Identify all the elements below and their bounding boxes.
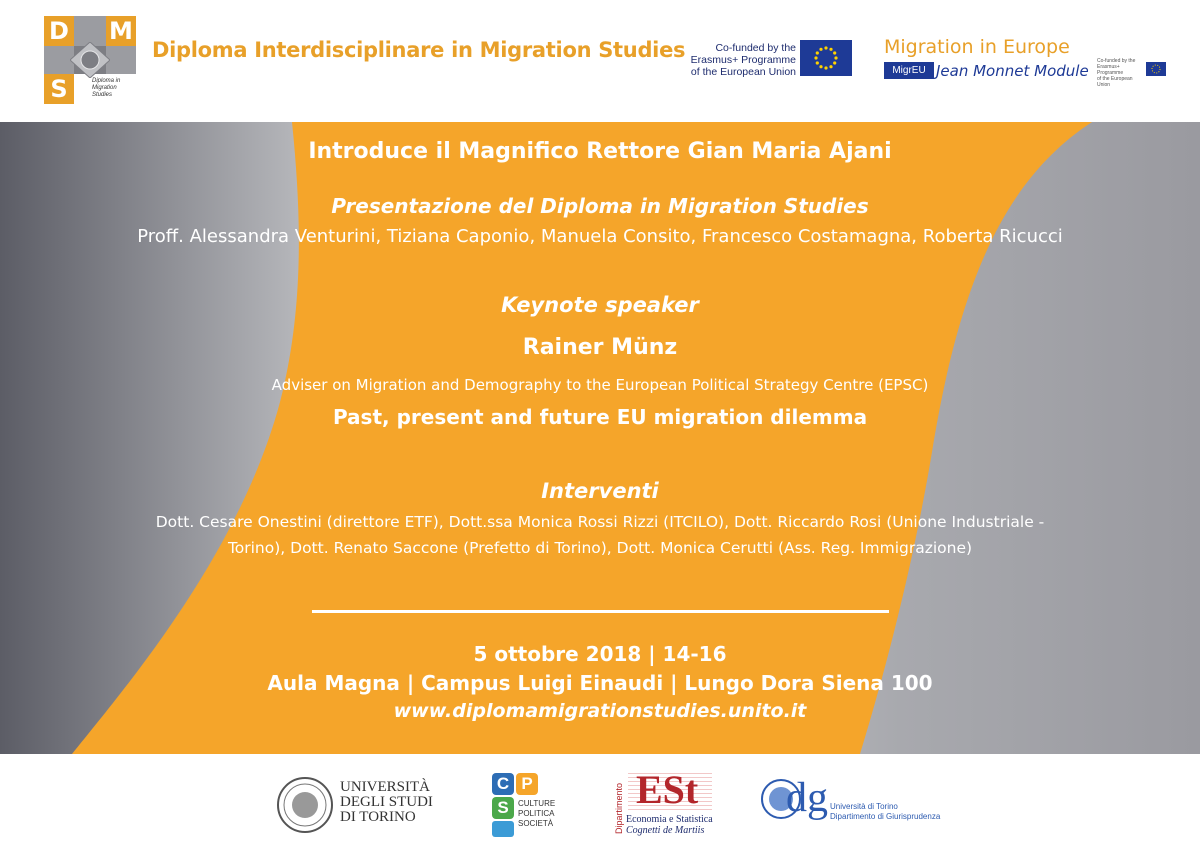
jean-monnet-module: Jean Monnet Module	[936, 62, 1089, 80]
dg-caption: Università di Torino Dipartimento di Giurisprudenza	[830, 802, 941, 821]
interventi-line-1: Dott. Cesare Onestini (direttore ETF), Dott.ssa Monica Rossi Rizzi (ITCILO), Dott. Riccardo Rosi (Unione Industriale -	[155, 513, 1045, 531]
est-caption: Economia e Statistica Cognetti de Martiis	[626, 814, 713, 836]
header-bar	[0, 0, 1200, 120]
erasmus-cofund-text: Co-funded by the Erasmus+ Programme of the European Union	[690, 42, 796, 78]
seal-icon	[70, 42, 110, 78]
keynote-label: Keynote speaker	[501, 293, 699, 317]
dg-letters: dg	[786, 775, 828, 821]
divider-line	[312, 610, 889, 613]
presentation-speakers: Proff. Alessandra Venturini, Tiziana Caponio, Manuela Consito, Francesco Costamagna, Roberta Ricucci	[137, 226, 1063, 247]
est-logo	[614, 768, 724, 840]
migration-in-europe-title: Migration in Europe	[884, 36, 1070, 58]
keynote-name: Rainer Münz	[522, 335, 678, 360]
logo-caption: Diploma in Migration Studies	[92, 78, 121, 98]
cps-logo: C P S CULTURE POLITICA SOCIETÀ	[492, 773, 562, 837]
event-website-link[interactable]: www.diplomamigrationstudies.unito.it	[393, 700, 807, 722]
migreu-badge: MigrEU	[884, 62, 934, 79]
eu-flag-small-icon	[1146, 62, 1166, 76]
cps-caption: CULTURE POLITICA SOCIETÀ	[518, 799, 556, 828]
interventi-label: Interventi	[541, 479, 659, 503]
footer-logos	[0, 754, 1200, 849]
event-venue: Aula Magna | Campus Luigi Einaudi | Lungo Dora Siena 100	[267, 671, 933, 695]
est-letters: ESt	[636, 767, 699, 812]
logo-letter-s: S	[44, 74, 74, 104]
erasmus-small-text: Co-funded by the Erasmus+ Programme of the European Union	[1097, 58, 1136, 88]
unito-name: UNIVERSITÀ DEGLI STUDI DI TORINO	[340, 779, 433, 825]
intro-line: Introduce il Magnifico Rettore Gian Maria Ajani	[308, 139, 892, 164]
logo-letter-d: D	[44, 16, 74, 46]
header-title: Diploma Interdisciplinare in Migration Studies	[152, 38, 686, 62]
presentation-title: Presentazione del Diploma in Migration Studies	[331, 194, 869, 218]
logo-letter-m: M	[106, 16, 136, 46]
interventi-line-2: Torino), Dott. Renato Saccone (Prefetto di Torino), Dott. Monica Cerutti (Ass. Reg. Immigrazione)	[227, 539, 973, 557]
est-vertical-label: Dipartimento	[614, 782, 624, 834]
keynote-talk: Past, present and future EU migration dilemma	[332, 405, 868, 429]
event-date-time: 5 ottobre 2018 | 14-16	[473, 642, 727, 666]
unito-seal-icon	[276, 776, 334, 834]
poster-main	[0, 122, 1200, 754]
keynote-role: Adviser on Migration and Demography to the European Political Strategy Centre (EPSC)	[271, 376, 929, 394]
eu-flag-icon	[800, 40, 852, 76]
dms-logo	[44, 16, 136, 104]
